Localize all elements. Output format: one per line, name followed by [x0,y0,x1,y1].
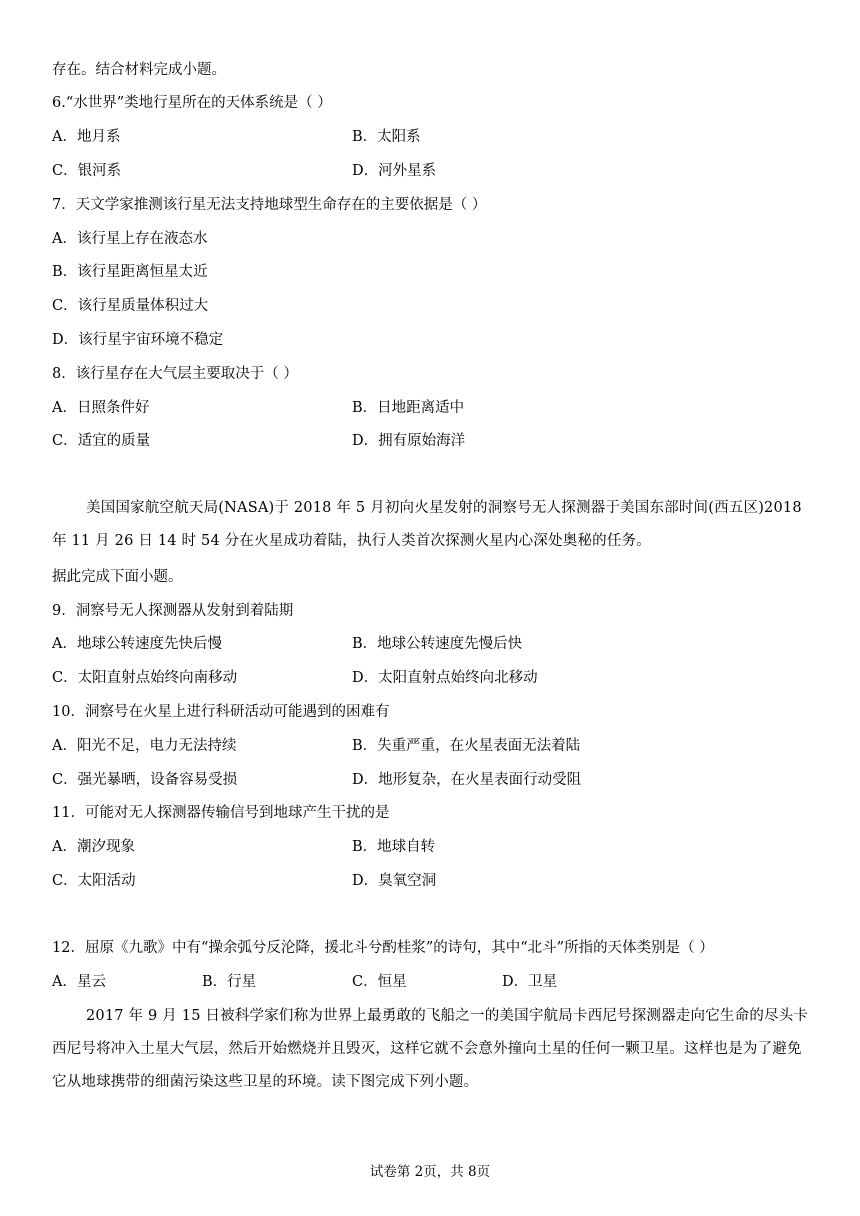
q7-option-c: C．该行星质量体积过大 [52,298,209,314]
passage-insight: 美国国家航空航天局(NASA)于 2018 年 5 月初向火星发射的洞察号无人探测器于美国东部时间(西五区)2018 年 11 月 26 日 14 时 54 分在火星成功着陆，执行人类首次探测火星内心深处奥秘的任务。 [52,500,802,549]
q7-option-a: A．该行星上存在液态水 [52,231,208,247]
q8-stem: 8．该行星存在大气层主要取决于（ ） [52,366,298,382]
q11-option-b: B．地球自转 [352,839,436,855]
q12-option-c: C．恒星 [352,974,407,990]
q12-stem: 12．屈原《九歌》中有“操余弧兮反沦降，援北斗兮酌桂浆”的诗句，其中“北斗”所指的天体类别是（ ） [52,940,714,956]
q7-stem: 7．天文学家推测该行星无法支持地球型生命存在的主要依据是（ ） [52,197,487,213]
q11-stem: 11．可能对无人探测器传输信号到地球产生干扰的是 [52,805,390,821]
q9-option-c: C．太阳直射点始终向南移动 [52,670,238,686]
q12-option-a: A．星云 [52,974,106,990]
q7-option-b: B．该行星距离恒星太近 [52,264,208,280]
q11-option-c: C．太阳活动 [52,873,136,889]
q8-option-a: A．日照条件好 [52,400,150,416]
q10-option-b: B．失重严重，在火星表面无法着陆 [352,738,581,754]
q6-option-d: D．河外星系 [352,163,437,179]
intro-tail: 存在。结合材料完成小题。 [52,62,226,78]
q11-option-a: A．潮汐现象 [52,839,135,855]
q10-option-d: D．地形复杂，在火星表面行动受阻 [352,772,582,788]
q9-option-b: B．地球公转速度先慢后快 [352,636,523,652]
q9-stem: 9．洞察号无人探测器从发射到着陆期 [52,603,294,619]
passage-insight-prompt: 据此完成下面小题。 [52,569,183,585]
q9-option-a: A．地球公转速度先快后慢 [52,636,222,652]
q6-option-c: C．银河系 [52,163,122,179]
q12-option-b: B．行星 [202,974,257,990]
q10-option-a: A．阳光不足，电力无法持续 [52,738,237,754]
q12-option-d: D．卫星 [502,974,558,990]
q11-option-d: D．臭氧空洞 [352,873,437,889]
q8-option-b: B．日地距离适中 [352,400,465,416]
q10-option-c: C．强光暴晒，设备容易受损 [52,772,238,788]
q7-option-d: D．该行星宇宙环境不稳定 [52,332,224,348]
passage-cassini: 2017 年 9 月 15 日被科学家们称为世界上最勇敢的飞船之一的美国宇航局卡西尼号探测器走向它生命的尽头卡西尼号将冲入土星大气层，然后开始燃烧并且毁灭，这样它就不会意外撞向土星的任何一颗卫星。这样也是为了避免它从地球携带的细菌污染这些卫星的环境。读下图完成下列小题。 [52,1008,809,1090]
q6-option-b: B．太阳系 [352,129,421,145]
page-footer: 试卷第 2页，共 8页 [369,1164,491,1180]
q6-stem: 6.“水世界”类地行星所在的天体系统是（ ） [52,95,332,111]
q10-stem: 10．洞察号在火星上进行科研活动可能遇到的困难有 [52,704,390,720]
q8-option-d: D．拥有原始海洋 [352,433,466,449]
q8-option-c: C．适宜的质量 [52,433,151,449]
q6-option-a: A．地月系 [52,129,121,145]
q9-option-d: D．太阳直射点始终向北移动 [352,670,538,686]
